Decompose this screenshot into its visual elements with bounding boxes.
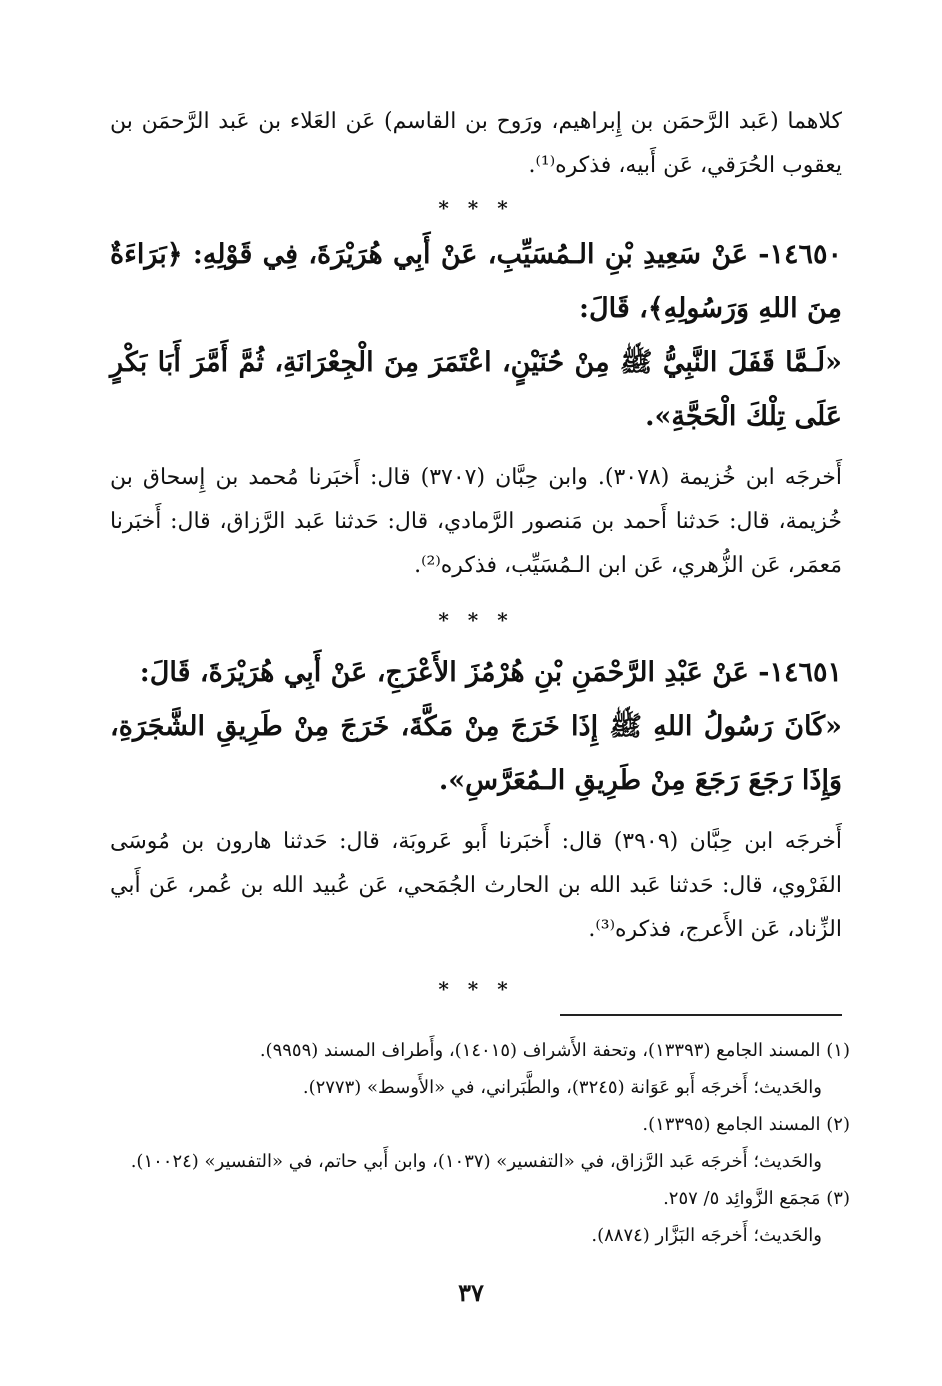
paragraph-narrators-chain: كلاهما (عَبد الرَّحمَن بن إِبراهيم، ورَوح بن القاسم) عَن العَلاء بن عَبد الرَّحمَن بن يعقوب الحُرَقي، عَن أَبيه، فذكره⁽¹⁾. [110,109,842,178]
footnote-2: (٢) المسند الجامع (١٣٣٩٥). [642,1114,850,1135]
footnote-3: (٣) مَجمَع الزَّوائِد ٥/ ٢٥٧. [663,1188,850,1209]
takhrij-14651: أَخرجَه ابن حِبَّان (٣٩٠٩) قال: أَخبَرنا أَبو عَروبَة، قال: حَدثنا هارون بن مُوسَى الفَرْوي، قال: حَدثنا عَبد الله بن الحارث الجُمَحي، عَن عُبيد الله بن عُمر، عَن أَبي الزِّناد، عَن الأَعرج، فذكره⁽³⁾. [110,829,842,942]
section-separator: * * * [438,196,514,220]
hadith-14651-intro: ١٤٦٥١- عَنْ عَبْدِ الرَّحْمَنِ بْنِ هُرْمُزَ الأَعْرَجِ، عَنْ أَبِي هُرَيْرَةَ، قَالَ: [139,657,842,688]
page-number: ٣٧ [458,1278,484,1307]
footnotes [110,1032,850,1254]
section-separator: * * * [438,608,514,632]
page-body [110,100,842,1018]
footnote-divider [560,1014,842,1016]
hadith-14650-intro: ١٤٦٥٠- عَنْ سَعِيدِ بْنِ الـمُسَيِّبِ، عَنْ أَبِي هُرَيْرَةَ، فِي قَوْلِهِ: ﴿بَرَاءَةٌ مِنَ اللهِ وَرَسُولِهِ﴾، قَالَ: [110,239,842,324]
hadith-14651-text: «كَانَ رَسُولُ اللهِ ﷺ إِذَا خَرَجَ مِنْ مَكَّةَ، خَرَجَ مِنْ طَرِيقِ الشَّجَرَةِ، وَإِذَا رَجَعَ رَجَعَ مِنْ طَرِيقِ الـمُعَرَّسِ». [110,711,842,796]
footnote-1: (١) المسند الجامع (١٣٣٩٣)، وتحفة الأَشراف (١٤٠١٥)، وأَطراف المسند (٩٩٥٩). [259,1040,850,1061]
footnote-2-detail: والحَديث؛ أَخرجَه عَبد الرَّزاق، في «التفسير» (١٠٣٧)، وابن أَبي حاتم، في «التفسير» (١٠٠٢٤). [130,1151,822,1172]
section-separator: * * * [438,977,514,1001]
hadith-14650-text: «لَـمَّا قَفَلَ النَّبِيُّ ﷺ مِنْ حُنَيْنٍ، اعْتَمَرَ مِنَ الْجِعْرَانَةِ، ثُمَّ أَمَّرَ أَبَا بَكْرٍ عَلَى تِلْكَ الْحَجَّةِ». [110,347,842,432]
footnote-3-detail: والحَديث؛ أَخرجَه البَزَّار (٨٨٧٤). [591,1225,822,1246]
takhrij-14650: أَخرجَه ابن خُزيمة (٣٠٧٨). وابن حِبَّان (٣٧٠٧) قال: أَخبَرنا مُحمد بن إِسحاق بن خُزيمة، قال: حَدثنا أَحمد بن مَنصور الرَّمادي، قال: حَدثنا عَبد الرَّزاق، قال: أَخبَرنا مَعمَر، عَن الزُّهري، عَن ابن الـمُسَيِّب، فذكره⁽²⁾. [110,465,842,578]
footnote-1-detail: والحَديث؛ أَخرجَه أَبو عَوَانة (٣٢٤٥)، والطَّبَراني، في «الأَوسط» (٢٧٧٣). [302,1077,822,1098]
